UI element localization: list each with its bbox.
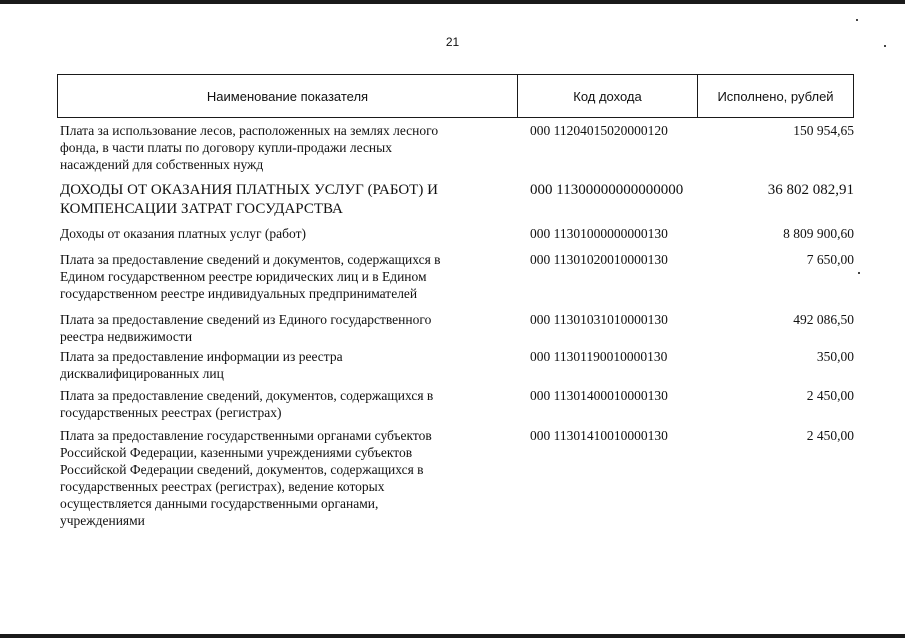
row-code: 000 11204015020000120 <box>530 123 668 138</box>
scan-speck <box>858 272 860 274</box>
row-name: Плата за предоставление информации из реестра дисквалифицированных лиц <box>60 349 343 381</box>
row-code: 000 11301020010000130 <box>530 252 668 267</box>
row-amount: 2 450,00 <box>806 388 854 403</box>
row-name: Плата за использование лесов, расположенных на землях лесного фонда, в части платы по договору купли-продажи лесных насаждений для собственных нужд <box>60 123 439 172</box>
row-code: 000 11301400010000130 <box>530 388 668 403</box>
row-name: Плата за предоставление сведений и документов, содержащихся в Едином государственном реестре юридических лиц и в Едином государственном реестре индивидуальных предпринимателей <box>60 252 441 301</box>
row-code: 000 11301190010000130 <box>530 349 668 364</box>
row-amount: 8 809 900,60 <box>783 226 854 241</box>
row-amount: 350,00 <box>816 349 854 364</box>
table-header <box>57 74 854 118</box>
row-name: Плата за предоставление государственными органами субъектов Российской Федерации, казенными учреждениями субъектов Российской Федерации сведений, документов, содержащихся в государственных реестрах (регистрах), ведение которых осуществляется данными государственными органами, учреждениями <box>60 428 432 528</box>
scan-top-border <box>0 0 905 4</box>
header-amount: Исполнено, рублей <box>717 88 834 104</box>
row-name: Плата за предоставление сведений из Единого государственного реестра недвижимости <box>60 312 432 344</box>
header-name: Наименование показателя <box>58 75 518 117</box>
row-code: 000 11301031010000130 <box>530 312 668 327</box>
page-number: 21 <box>445 35 460 49</box>
row-amount: 150 954,65 <box>793 123 854 138</box>
row-name: Плата за предоставление сведений, документов, содержащихся в государственных реестрах (регистрах) <box>60 388 434 420</box>
scan-speck <box>856 19 858 21</box>
row-amount: 2 450,00 <box>806 428 854 443</box>
header-code: Код дохода <box>518 75 698 117</box>
row-name: Доходы от оказания платных услуг (работ) <box>60 226 306 241</box>
row-code: 000 11301000000000130 <box>530 226 668 241</box>
row-code: 000 11301410010000130 <box>530 428 668 443</box>
scan-bottom-border <box>0 634 905 638</box>
row-name: ДОХОДЫ ОТ ОКАЗАНИЯ ПЛАТНЫХ УСЛУГ (РАБОТ) И КОМПЕНСАЦИИ ЗАТРАТ ГОСУДАРСТВА <box>60 182 438 217</box>
row-amount: 492 086,50 <box>793 312 854 327</box>
row-code: 000 11300000000000000 <box>530 182 684 198</box>
row-amount: 7 650,00 <box>806 252 854 267</box>
row-amount: 36 802 082,91 <box>767 182 854 198</box>
